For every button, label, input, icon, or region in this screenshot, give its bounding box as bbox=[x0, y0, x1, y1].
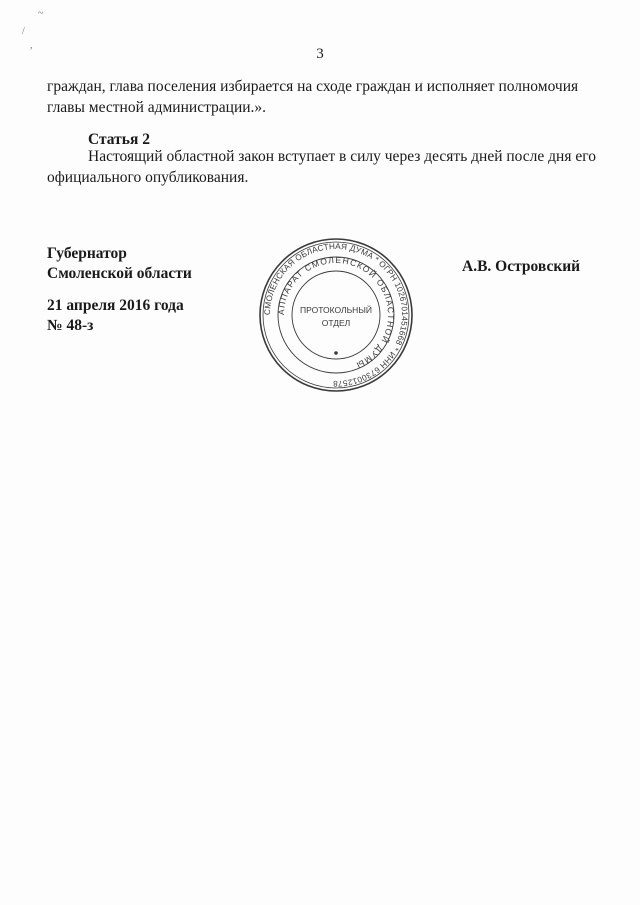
scan-artifact: ~ bbox=[38, 8, 44, 19]
stamp-outer-text: СМОЛЕНСКАЯ ОБЛАСТНАЯ ДУМА * ОГРН 1026701451668 * ИНН 6730012578 bbox=[262, 241, 410, 389]
scan-artifact: , bbox=[30, 40, 33, 51]
signing-details bbox=[47, 296, 184, 336]
stamp-seal bbox=[258, 237, 414, 393]
signatory-position bbox=[47, 244, 192, 284]
paragraph-line: граждан, глава поселения избирается на сходе граждан и исполняет полномочия bbox=[47, 78, 579, 95]
position-line: Губернатор bbox=[47, 245, 127, 262]
stamp-dot bbox=[334, 351, 338, 355]
position-line: Смоленской области bbox=[47, 265, 192, 282]
page-number: 3 bbox=[316, 46, 324, 62]
paragraph-line: Настоящий областной закон вступает в силу через десять дней после дня его bbox=[88, 148, 596, 165]
official-stamp bbox=[258, 237, 414, 393]
stamp-center-line: ОТДЕЛ bbox=[321, 318, 351, 328]
article-title: Статья 2 bbox=[88, 131, 150, 148]
paragraph-line: главы местной администрации.». bbox=[47, 99, 267, 116]
scan-artifact: / bbox=[22, 26, 25, 37]
law-number: № 48-з bbox=[47, 317, 94, 334]
stamp-inner-text: АППАРАТ СМОЛЕНСКОЙ ОБЛАСТНОЙ ДУМЫ bbox=[275, 254, 397, 371]
signing-date: 21 апреля 2016 года bbox=[47, 297, 184, 314]
signatory-name: А.В. Островский bbox=[462, 258, 581, 275]
stamp-center-line: ПРОТОКОЛЬНЫЙ bbox=[300, 305, 372, 315]
paragraph-line: официального опубликования. bbox=[47, 169, 249, 186]
